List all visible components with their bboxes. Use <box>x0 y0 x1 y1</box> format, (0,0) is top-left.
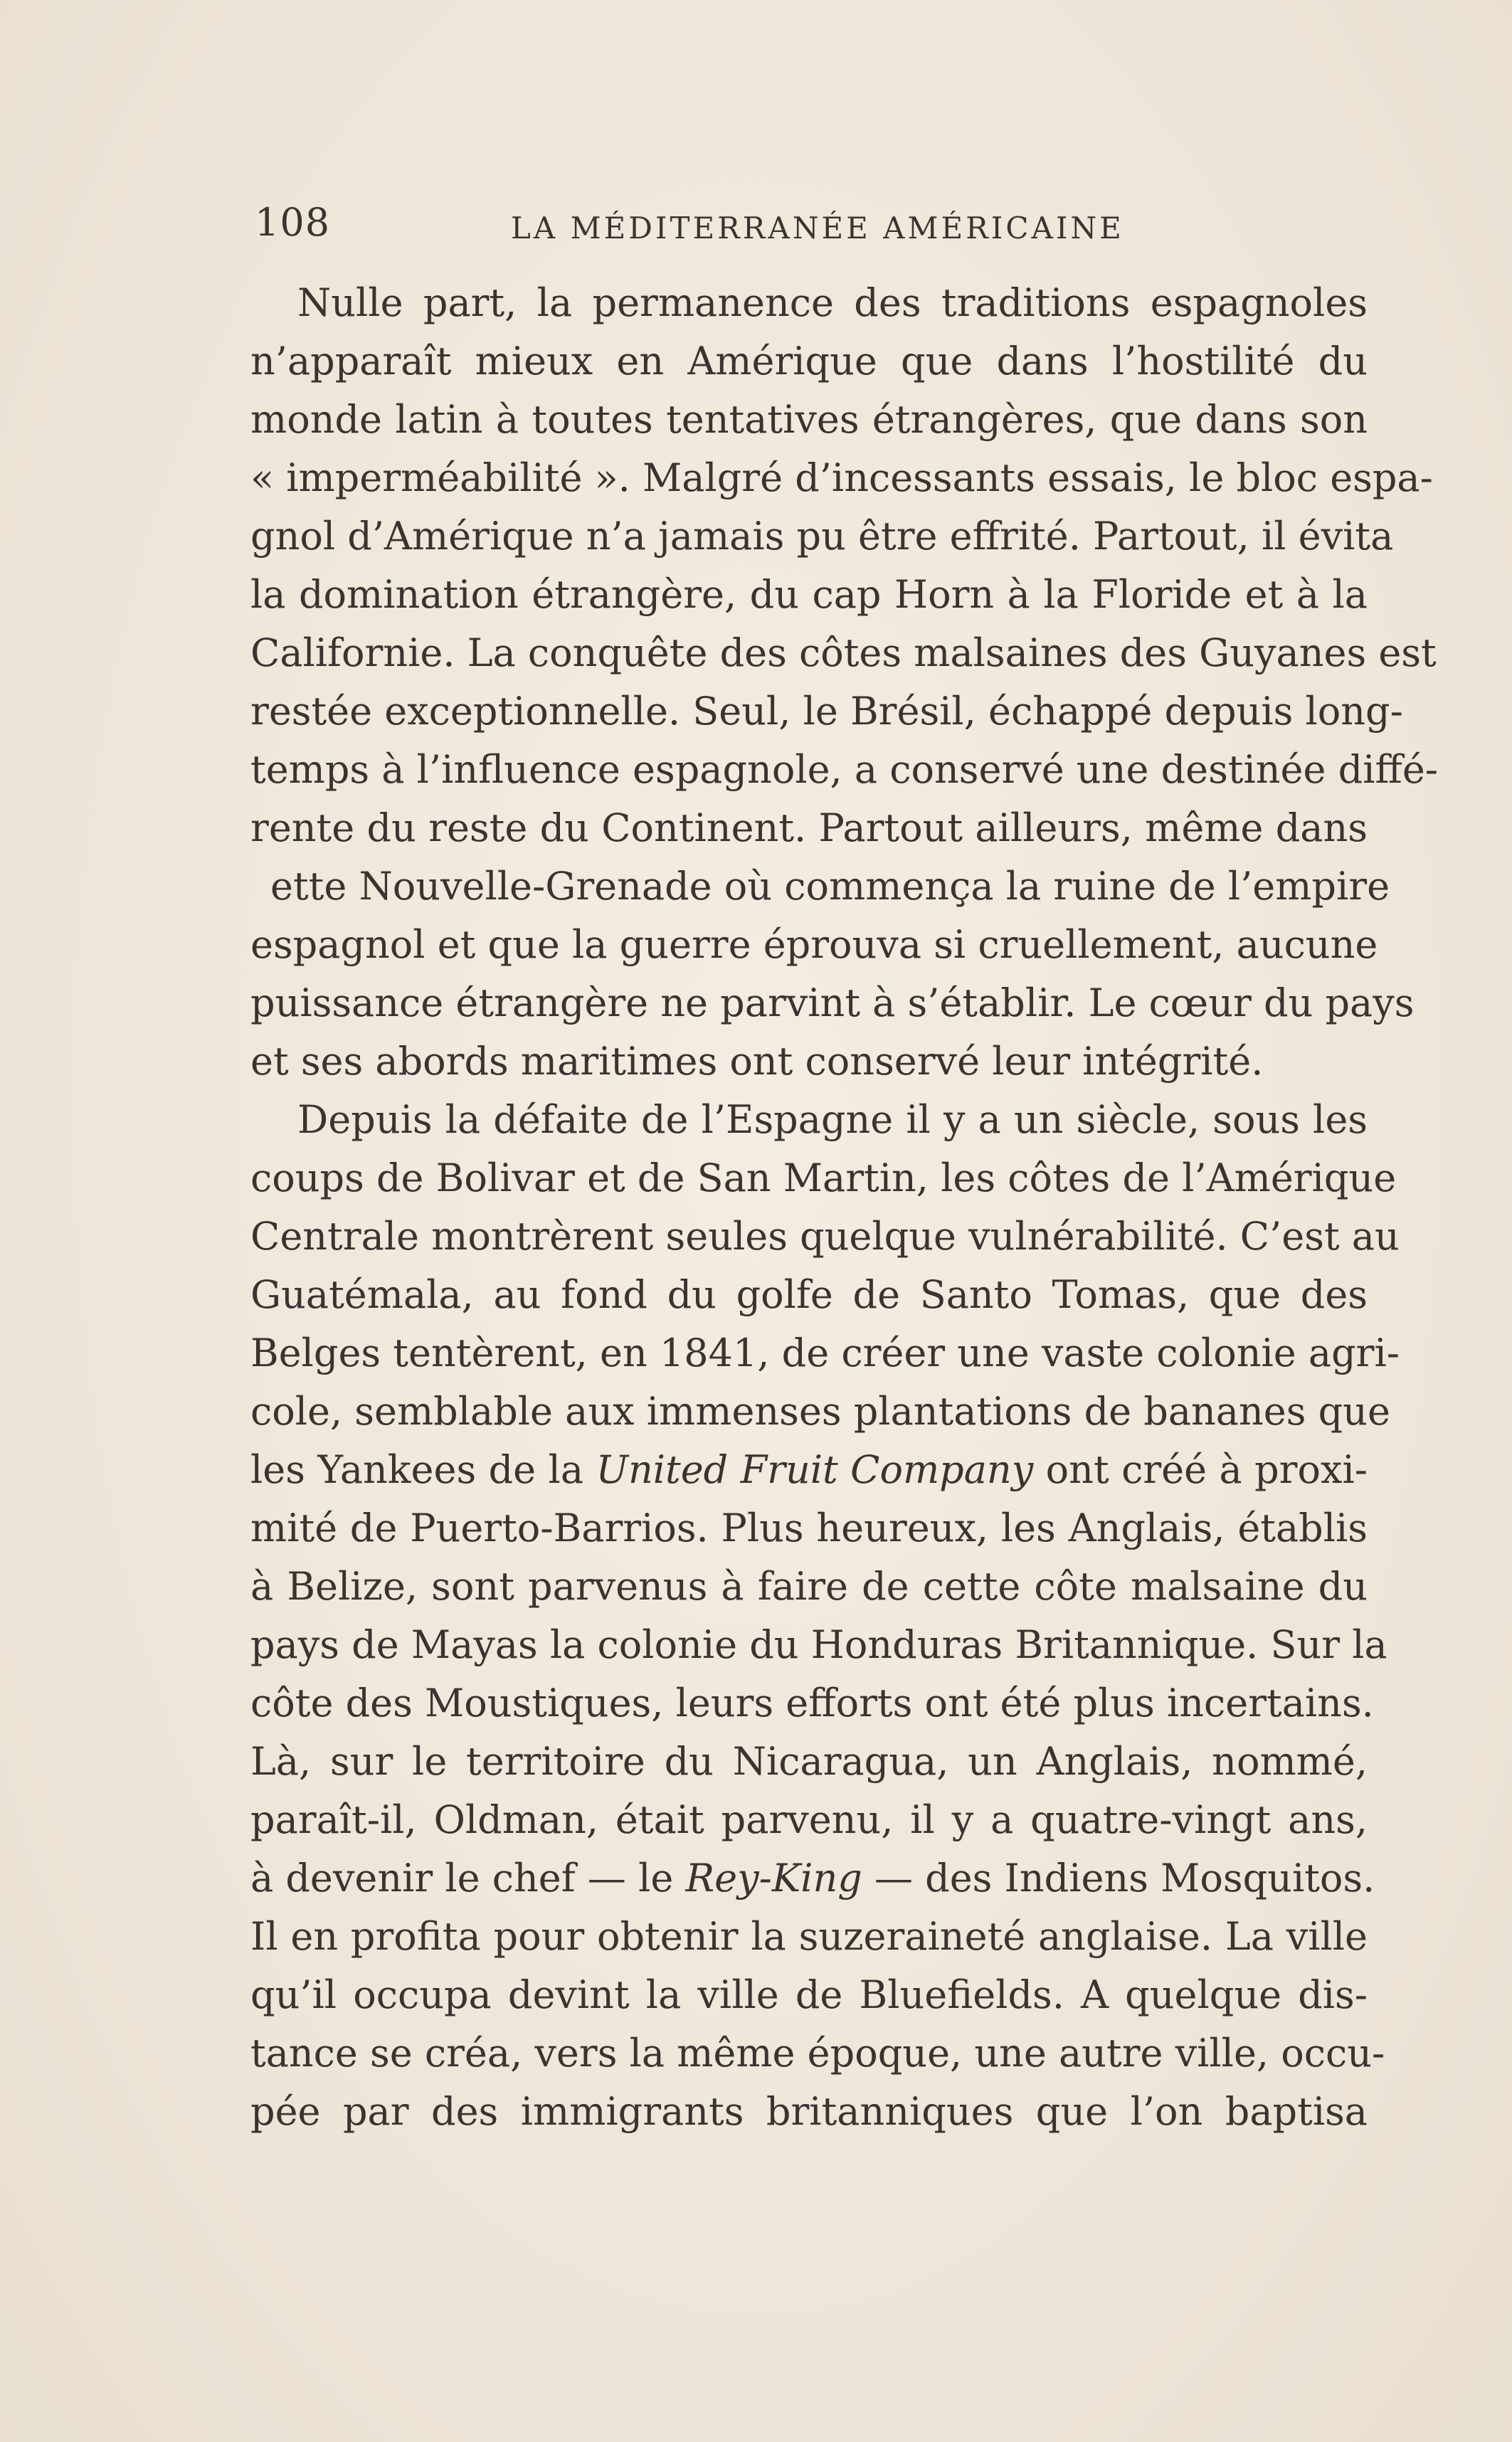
text-line: côte des Moustiques, leurs efforts ont été plus incertains. <box>250 1681 1374 1725</box>
text-line: pays de Mayas la colonie du Honduras Britannique. Sur la <box>250 1622 1387 1667</box>
text-line: puissance étrangère ne parvint à s’établir. Le cœur du pays <box>250 980 1415 1025</box>
text-line: pée par des immigrants britanniques que l’on baptisa <box>250 2089 1368 2134</box>
text-line: coups de Bolivar et de San Martin, les côtes de l’Amérique <box>250 1156 1397 1200</box>
text-line: rente du reste du Continent. Partout ailleurs, même dans <box>250 805 1368 850</box>
line-text-before: les Yankees de la <box>250 1447 596 1492</box>
text-line: Il en profita pour obtenir la suzeraineté anglaise. La ville <box>250 1914 1368 1959</box>
text-line: restée exceptionnelle. Seul, le Brésil, échappé depuis long- <box>250 689 1403 734</box>
text-line: Nulle part, la permanence des traditions espagnoles <box>297 280 1368 325</box>
text-line: Là, sur le territoire du Nicaragua, un Anglais, nommé, <box>250 1739 1368 1784</box>
italic-title-name: Rey-King <box>685 1856 862 1901</box>
page-header <box>255 191 1358 255</box>
line-text-before: à devenir le chef — le <box>250 1856 686 1901</box>
text-line: Centrale montrèrent seules quelque vulnérabilité. C’est au <box>250 1214 1400 1259</box>
text-line: à Belize, sont parvenus à faire de cette côte malsaine du <box>250 1564 1368 1609</box>
text-line: mité de Puerto-Barrios. Plus heureux, les Anglais, établis <box>250 1506 1368 1550</box>
text-line: ette Nouvelle-Grenade où commença la ruine de l’empire <box>270 864 1390 909</box>
text-line: paraît-il, Oldman, était parvenu, il y a quatre-vingt ans, <box>250 1797 1368 1842</box>
text-line: qu’il occupa devint la ville de Bluefields. A quelque dis- <box>250 1972 1368 2017</box>
italic-company-name: United Fruit Company <box>596 1447 1034 1492</box>
body-text <box>250 274 1439 2209</box>
text-line: Belges tentèrent, en 1841, de créer une vaste colonie agri- <box>250 1331 1400 1375</box>
text-line: la domination étrangère, du cap Horn à la Floride et à la <box>250 572 1368 617</box>
running-title: LA MÉDITERRANÉE AMÉRICAINE <box>511 211 1124 245</box>
text-line: Depuis la défaite de l’Espagne il y a un siècle, sous les <box>297 1097 1368 1142</box>
text-line: n’apparaît mieux en Amérique que dans l’hostilité du <box>250 339 1368 384</box>
text-line <box>250 1849 1375 1908</box>
text-line: gnol d’Amérique n’a jamais pu être effrité. Partout, il évita <box>250 514 1394 559</box>
text-line: espagnol et que la guerre éprouva si cruellement, aucune <box>250 922 1378 967</box>
text-line: monde latin à toutes tentatives étrangères, que dans son <box>250 397 1368 442</box>
text-line: temps à l’influence espagnole, a conservé une destinée diffé- <box>250 747 1439 792</box>
text-line <box>250 1441 1368 1499</box>
text-line: tance se créa, vers la même époque, une autre ville, occu- <box>250 2031 1385 2076</box>
line-text-after: ont créé à proxi- <box>1033 1447 1368 1492</box>
page-number: 108 <box>255 200 331 245</box>
text-line: cole, semblable aux immenses plantations de bananes que <box>250 1389 1390 1434</box>
text-line: « imperméabilité ». Malgré d’incessants essais, le bloc espa- <box>250 455 1433 500</box>
text-line: Guatémala, au fond du golfe de Santo Tomas, que des <box>250 1272 1368 1317</box>
text-line: et ses abords maritimes ont conservé leur intégrité. <box>250 1039 1264 1084</box>
text-line: Californie. La conquête des côtes malsaines des Guyanes est <box>250 630 1437 675</box>
line-text-after: — des Indiens Mosquitos. <box>862 1856 1375 1901</box>
